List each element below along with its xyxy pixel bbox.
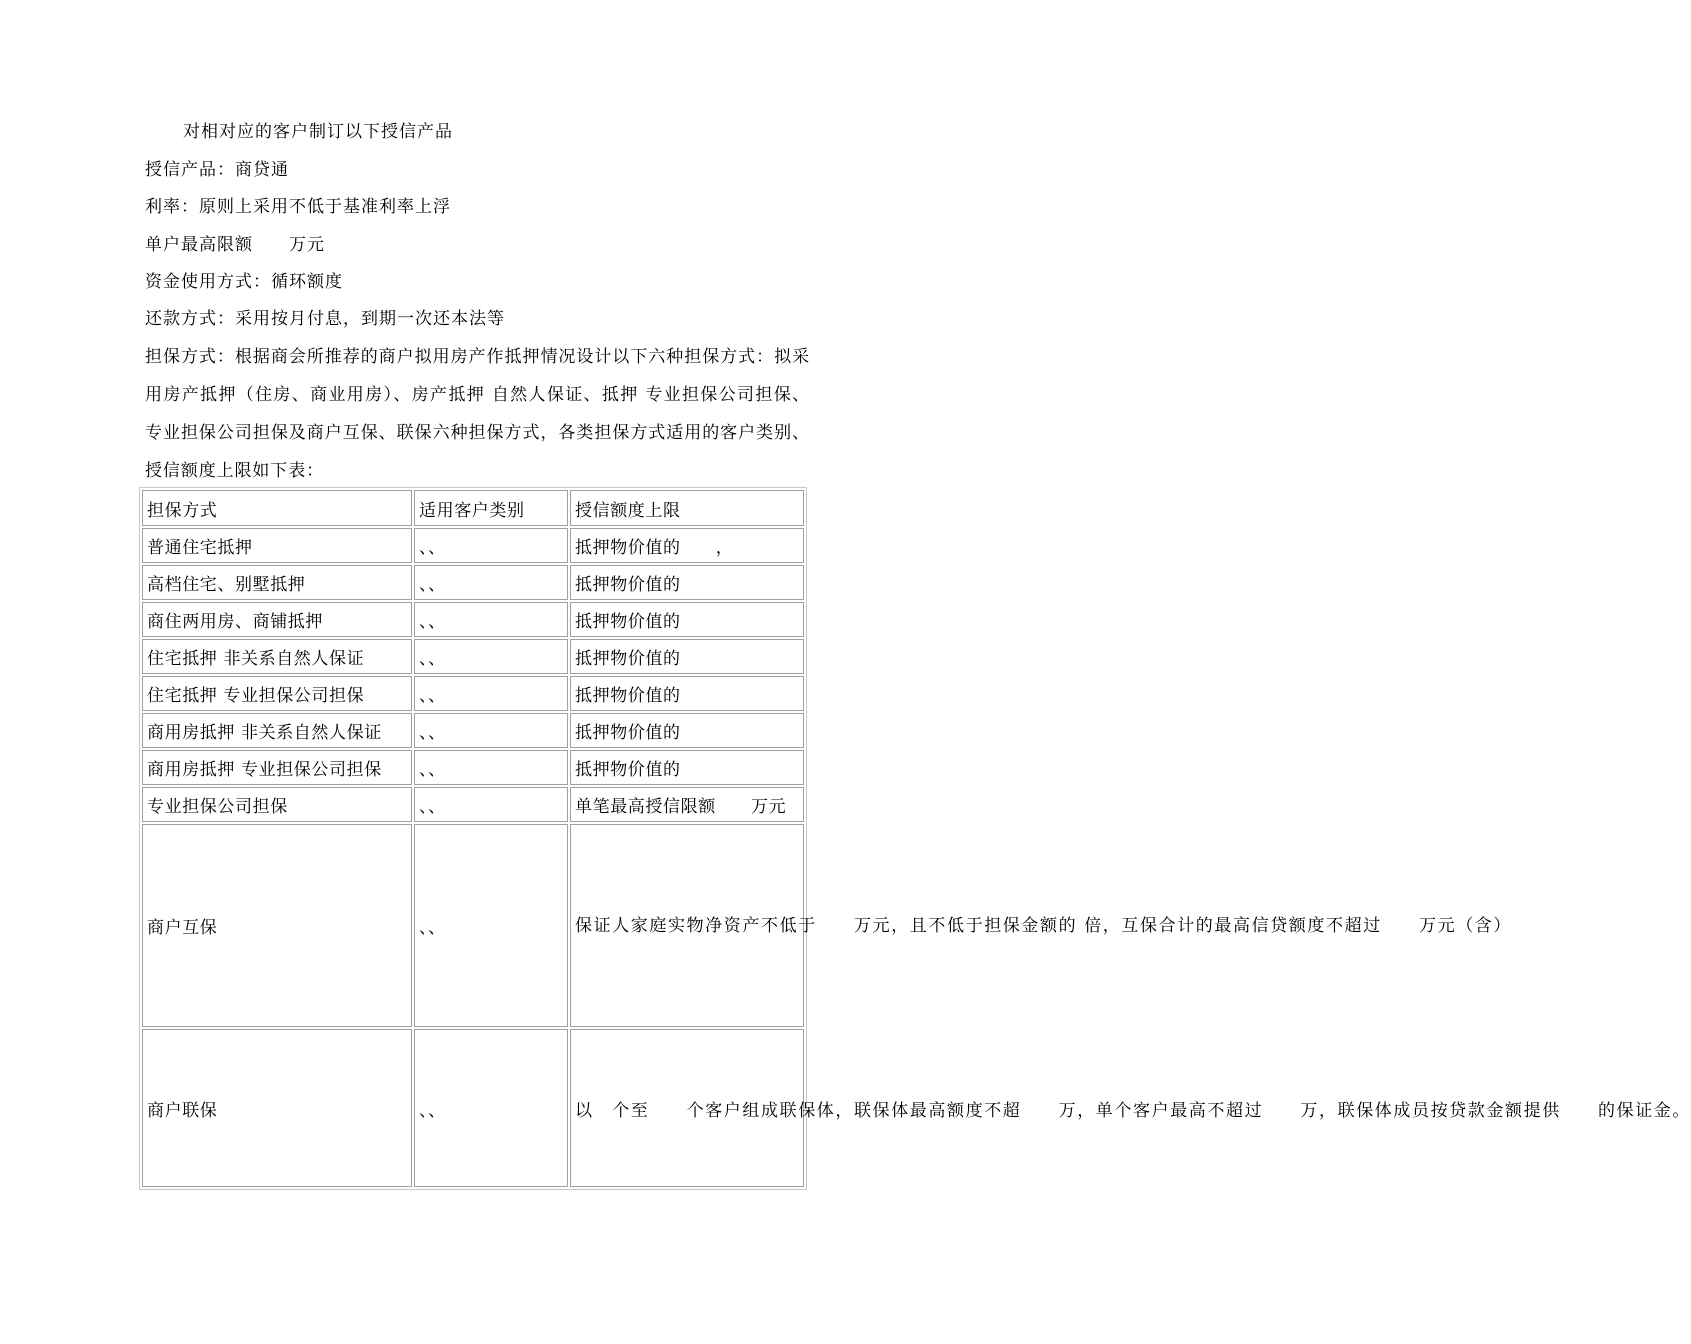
- field-product: 授信产品：商贷通: [145, 160, 289, 180]
- field-usage: 资金使用方式：循环额度: [145, 272, 343, 292]
- table-row: [142, 639, 804, 674]
- guarantee-paragraph: 担保方式：根据商会所推荐的商户拟用房产作抵押情况设计以下六种担保方式：拟采用房产抵押（住房、商业用房）、房产抵押 自然人保证、抵押 专业担保公司担保、专业担保公司担保及商户互保、联保六种担保方式，各类担保方式适用的客户类别、授信额度上限如下表：: [145, 347, 810, 481]
- cell-customer-type: 、、: [414, 639, 568, 674]
- cell-method: 商用房抵押 非关系自然人保证: [142, 713, 412, 748]
- cell-method: 专业担保公司担保: [142, 787, 412, 822]
- header-credit-limit: 授信额度上限: [570, 490, 804, 526]
- cell-customer-type: 、、: [414, 676, 568, 711]
- cell-credit-limit: 抵押物价值的 ，: [570, 528, 804, 563]
- table-row: [142, 750, 804, 785]
- joint-guarantee-terms: 以 个至 个客户组成联保体，联保体最高额度不超 万，单个客户最高不超过 万，联保体成员按贷款金额提供 的保证金。: [575, 1100, 1691, 1121]
- cell-method: 住宅抵押 非关系自然人保证: [142, 639, 412, 674]
- field-limit: 单户最高限额 万元: [145, 235, 325, 255]
- cell-method: 普通住宅抵押: [142, 528, 412, 563]
- cell-customer-type: 、、: [414, 713, 568, 748]
- cell-credit-limit: 单笔最高授信限额 万元: [570, 787, 804, 822]
- cell-method: 商住两用房、商铺抵押: [142, 602, 412, 637]
- table-row: [142, 824, 804, 1027]
- cell-credit-limit: [570, 824, 1513, 1027]
- cell-credit-limit: 抵押物价值的: [570, 565, 804, 600]
- header-customer-type: 适用客户类别: [414, 490, 568, 526]
- header-method: 担保方式: [142, 490, 412, 526]
- table-row: [142, 528, 804, 563]
- cell-credit-limit: 抵押物价值的: [570, 602, 804, 637]
- cell-method: 商用房抵押 专业担保公司担保: [142, 750, 412, 785]
- table-header-row: [142, 490, 804, 526]
- cell-credit-limit: 抵押物价值的: [570, 713, 804, 748]
- cell-customer-type: 、、: [414, 750, 568, 785]
- cell-method: 高档住宅、别墅抵押: [142, 565, 412, 600]
- table-row: [142, 787, 804, 822]
- cell-credit-limit: 抵押物价值的: [570, 639, 804, 674]
- cell-method: 住宅抵押 专业担保公司担保: [142, 676, 412, 711]
- table-row: [142, 602, 804, 637]
- field-rate: 利率：原则上采用不低于基准利率上浮: [145, 197, 451, 217]
- table-row: [142, 676, 804, 711]
- cell-method: 商户联保: [142, 1029, 412, 1187]
- cell-credit-limit: 抵押物价值的: [570, 676, 804, 711]
- table-row: [142, 1029, 804, 1187]
- cell-credit-limit: 抵押物价值的: [570, 750, 804, 785]
- table-row: [142, 713, 804, 748]
- cell-method: 商户互保: [142, 824, 412, 1027]
- cell-customer-type: 、、: [414, 528, 568, 563]
- guarantee-table: [139, 487, 1691, 1190]
- table-row: [142, 565, 804, 600]
- field-repayment: 还款方式：采用按月付息，到期一次还本法等: [145, 309, 505, 329]
- cell-customer-type: 、、: [414, 824, 568, 1027]
- cell-customer-type: 、、: [414, 602, 568, 637]
- mutual-guarantee-terms: 保证人家庭实物净资产不低于 万元，且不低于担保金额的 倍，互保合计的最高信贷额度不超过 万元（含）: [575, 915, 1513, 936]
- cell-customer-type: 、、: [414, 787, 568, 822]
- intro-text: 对相对应的客户制订以下授信产品: [183, 122, 453, 142]
- cell-credit-limit: [570, 1029, 1691, 1187]
- cell-customer-type: 、、: [414, 1029, 568, 1187]
- cell-customer-type: 、、: [414, 565, 568, 600]
